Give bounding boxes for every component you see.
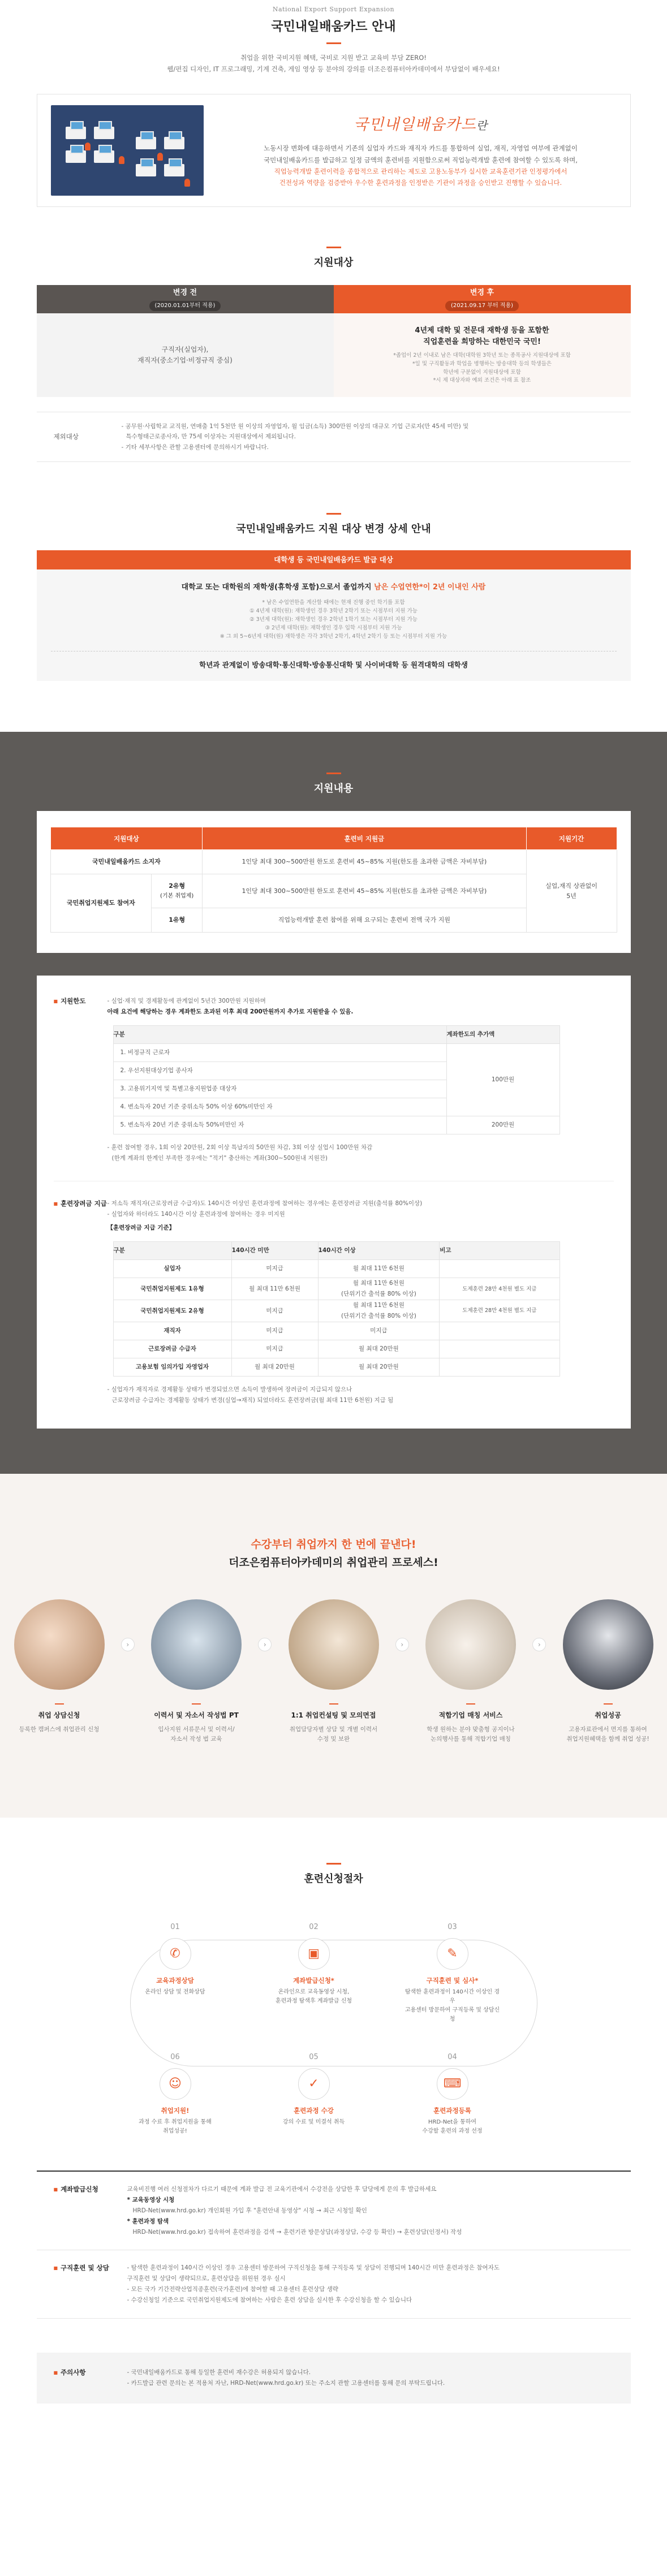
job-step xyxy=(8,1599,110,1734)
before-body-line: 구직자(실업자), xyxy=(161,345,209,353)
table-row: 국민내일배움카드 소지자 1인당 최대 300~500만원 한도로 훈련비 45~85% 지원(한도를 초과한 금액은 자비부담) 실업,재직 상관없이 5년 xyxy=(50,850,617,874)
job-program-section xyxy=(0,1474,667,1818)
job-step xyxy=(420,1599,522,1744)
info-row xyxy=(37,2250,631,2319)
step-desc: 등록한 캠퍼스에 취업관리 신청 xyxy=(19,1725,100,1733)
change-section xyxy=(0,513,667,681)
hero-desc-line: 취업을 위한 국비지원 혜택, 국비로 지원 받고 교육비 부담 ZERO! xyxy=(240,53,427,62)
step-desc: 과정 수료 후 취업지원을 통해 취업성공! xyxy=(139,2119,212,2135)
title-accent-bar xyxy=(326,42,341,44)
table-row: 3. 고용위기지역 및 특별고용지원업종 대상자 xyxy=(113,1080,560,1098)
training-label: ■ 훈련장려금 지급 xyxy=(54,1198,107,1406)
procedure-diagram xyxy=(79,1922,588,2171)
procedure-section xyxy=(0,1818,667,2449)
procedure-step xyxy=(127,2052,223,2136)
target-section xyxy=(0,247,667,462)
table-row: 재직자 미지급 미지급 xyxy=(113,1322,560,1340)
step-number: 06 xyxy=(170,2053,180,2062)
procedure-step xyxy=(266,1922,362,2006)
step-title: 훈련과정 수강 xyxy=(294,2106,334,2115)
info-label: ■ 구직훈련 및 상담 xyxy=(37,2263,127,2306)
step-desc: 온라인으로 교육동영상 시청, 훈련과정 탐색후 계좌발급 신청 xyxy=(275,1989,352,2005)
step-number: 04 xyxy=(447,2053,457,2062)
step-desc: 탐색한 훈련과정이 140시간 이상인 경우 고용센터 방문하여 구직등록 및 상담신청 xyxy=(404,1989,500,2023)
table-row: 5. 변소득자 20년 기준 중위소득 50%미만인 자 200만원 xyxy=(113,1116,560,1134)
exception-text: - 공무원·사립학교 교직원, 연매출 1억 5천만 원 이상의 자영업자, 월 임금(소득) 300만원 이상의 대규모 기업 근로자(만 45세 미만) 및 특수형태근로종사자, 만 75세 이상자는 지원대상에서 제외됩니다. - 기타 세부사항은 관할 고용센터에 문의하시기 바랍니다. xyxy=(121,422,469,451)
change-orange-bar: 대학생 등 국민내일배움카드 발급 대상 xyxy=(37,550,631,569)
step-name: 1:1 취업컨설팅 및 모의면접 xyxy=(283,1703,385,1721)
next-arrow-icon: › xyxy=(532,1638,546,1651)
table-row: 1유형 직업능력개발 훈련 참여를 위해 요구되는 훈련비 전액 국가 지원 xyxy=(50,908,617,933)
notice-label: ■ 주의사항 xyxy=(37,2367,127,2389)
after-head-line: 4년제 대학 및 전문대 재학생 등을 포함한 xyxy=(415,326,549,335)
section-accent-bar xyxy=(326,1863,341,1865)
limit-block: ■ 지원한도 - 실업·재직 및 경제활동에 관계없이 5년간 300만원 지원하며 아래 요건에 해당하는 경우 계좌한도 초과된 이후 최대 200만원까지 추가로 지원받을 수 있음. 구분 계좌한도의 추가액 1. 비정규직 근로자 100만원 2. 우선지원대상기업 종사자 3. 고용위기지역 및 특별고용지원업종 대상자 4. 변소득자 20년 기준 중위소득 50% 이상 60%미만인 자 5. 변소득자 20년 기준 중위소득 50%미만인 자 200만원 - 훈련 참여할 경우, 1회 이상 20만원, 2회 이상 특납자의 50만원 차감, 3회 이상 실업시 100만원 차감 (한계 계좌의 한계인 부족한 경우에는 "적기" 충산하는 계좌(300~500원내 지원잔) xyxy=(54,996,614,1164)
notice-box: ■ 주의사항 - 국민내일배움카드로 통해 등일한 훈련비 재수강은 허용되지 않습니다. - 카드발급 관련 문의는 본 적용처 자난, HRD-Net(www.hrd.go.kr) 또는 주소지 관할 고용센터를 통해 문의 부탁드립니다. xyxy=(37,2353,631,2404)
office-illustration xyxy=(51,105,204,196)
job-steps xyxy=(8,1599,659,1744)
step-photo xyxy=(563,1599,653,1690)
step-number: 02 xyxy=(309,1923,319,1932)
card-info-box xyxy=(37,94,631,207)
step-desc: 취업담당자별 상담 및 개별 이력서 수정 및 보완 xyxy=(289,1725,378,1742)
after-column xyxy=(334,285,631,397)
table-row: 국민취업지원제도 2유형 미지급 월 최대 11만 6천원 (단위기간 출석률 80% 이상) 도제훈련 28만 4천원 별도 지급 xyxy=(113,1300,560,1322)
card-title: 국민내일배움카드란 xyxy=(354,116,488,134)
card-paragraph: 노동시장 변화에 대응하면서 기존의 실업자 카드와 재직자 카드를 통합하여 실업, 재직, 자영업 여부에 관계없이 국민내일배움카드를 발급하고 일정 금액의 훈련비를 지원함으로써 직업능력개발 훈련에 참여할 수 있도록 하며, 직업능력개발 훈련이력을 종합적으로 관리하는 제도로 고용노동부가 실시한 교육훈련기관 인정평가에서 건전성과 역량을 검증받아 우수한 훈련과정을 인정받은 기관이 과정을 승인받고 진행할 수 있습니다. xyxy=(264,144,578,187)
step-photo xyxy=(425,1599,516,1690)
info-label: ■ 계좌발급신청 xyxy=(37,2184,127,2237)
before-label: 변경 전 xyxy=(173,288,197,297)
procedure-title: 훈련신청절차 xyxy=(304,1873,363,1885)
before-column xyxy=(37,285,334,397)
table-row: 4. 변소득자 20년 기준 중위소득 50% 이상 60%미만인 자 xyxy=(113,1098,560,1116)
step-desc: 강의 수료 및 미결석 취득 xyxy=(282,2119,345,2126)
limit-table: 구분 계좌한도의 추가액 1. 비정규직 근로자 100만원 2. 우선지원대상기업 종사자 3. 고용위기지역 및 특별고용지원업종 대상자 4. 변소득자 20년 기준 중위소득 50% 이상 60%미만인 자 5. 변소득자 20년 기준 중위소득 50%미만인 자 200만원 xyxy=(113,1025,560,1134)
th-amount: 훈련비 지원금 xyxy=(203,827,526,850)
step-desc: 학생 원하는 분야 맞춤형 공지이나 논의행사를 통해 적합기업 매칭 xyxy=(427,1725,515,1742)
table-row: 근로장려금 수급자 미지급 월 최대 20만원 xyxy=(113,1340,560,1358)
step-name: 취업성공 xyxy=(557,1703,659,1721)
procedure-step xyxy=(404,1922,501,2024)
check-icon: ✓ xyxy=(298,2068,330,2100)
table-row: 국민취업지원제도 참여자 2유형 (기본 취업제) 1인당 최대 300~500만원 한도로 훈련비 45~85% 지원(한도를 초과한 금액은 자비부담) xyxy=(50,874,617,908)
support-detail-box xyxy=(37,976,631,1429)
page-title: 국민내일배움카드 안내 xyxy=(271,19,396,34)
after-date: (2021.09.17 부터 적용) xyxy=(445,301,519,311)
target-title: 지원대상 xyxy=(313,257,354,269)
job-headline: 수강부터 취업까지 한 번에 끝낸다! xyxy=(251,1538,416,1551)
pencil-icon: ✎ xyxy=(437,1938,468,1970)
after-label: 변경 후 xyxy=(470,288,494,297)
procedure-step xyxy=(127,1922,223,1997)
step-number: 05 xyxy=(309,2053,319,2062)
hero-section xyxy=(0,0,667,207)
step-desc: 고용자료관에서 면지를 통하여 취업지원혜택을 함께 취업 성공! xyxy=(566,1725,649,1742)
exception-box xyxy=(37,412,631,462)
table-row: 고용보험 임의가입 자영업자 월 최대 20만원 월 최대 20만원 xyxy=(113,1358,560,1376)
step-title: 취업지원! xyxy=(161,2106,190,2115)
contents-section xyxy=(0,732,667,1473)
step-desc: HRD-Net을 통하여 수강할 훈련의 과정 선정 xyxy=(422,2119,483,2135)
after-notes: *졸업이 2년 이내로 남은 대학(대학원 3학년 또는 종목공사 지원대상에 포함 *일 및 구직활동과 학업을 병행하는 방송대학 등의 학생들은 학년에 구분없이 지원대상에 포함 *시 제 대상자와 예외 조건은 아래 표 참조 xyxy=(393,352,571,384)
smile-icon: ☺ xyxy=(160,2068,191,2100)
step-desc: 온라인 상담 및 전화상담 xyxy=(145,1989,205,1996)
step-name: 이력서 및 자소서 작성법 PT xyxy=(145,1703,247,1721)
step-title: 구직훈련 및 심사* xyxy=(426,1976,479,1984)
phone-icon: ✆ xyxy=(160,1938,191,1970)
info-text: 교육비진행 여러 신청절차가 다르기 때문에 계좌 발급 전 교육기관에서 수강전을 상담한 후 담당에게 문의 후 발급하세요 * 교육동영상 시청 HRD-Net(www.hrd.go.kr) 개인회원 가입 후 "훈련안내 동영상" 시청 → 최근 시청일 확인 * 훈련과정 탐색 HRD-Net(www.hrd.go.kr) 접속하여 훈련과정을 검색 → 훈련기관 방문상담(과정상담, 수강 등 확인) → 훈련상담(인정서) 작성 xyxy=(127,2186,462,2236)
th-period: 지원기간 xyxy=(526,827,617,850)
table-row: 실업자 미지급 월 최대 11만 6천원 xyxy=(113,1260,560,1278)
step-desc: 입사지원 서류문서 및 이력서/ 자소서 작성 법 교육 xyxy=(158,1725,235,1742)
change-foot: 학년과 관계없이 방송대학·통신대학·방송통신대학 및 사이버대학 등 원격대학의 대학생 xyxy=(199,661,468,670)
contents-title: 지원내용 xyxy=(313,783,354,795)
hero-description xyxy=(0,52,667,75)
step-name: 취업 상담신청 xyxy=(8,1703,110,1721)
exception-label: 제외대상 xyxy=(53,433,79,441)
info-text: - 탐색한 훈련과정이 140시간 이상인 경우 고용센터 방문하여 구직신청을 통해 구직등록 및 상담이 진행되며 140시간 미만 훈련과정은 참여자도 구직훈련 및 상담이 생략되므로, 훈련상담을 위원원 경우 실시 - 모든 국가 기간전략산업직종훈련(국가훈련)에 참여할 때 고용센터 훈련상담 생략 - 수강신청일 기준으로 국민취업지원제도에 참여하는 사람은 훈련 상담을 실시한 후 수강신청을 할 수 있습니다 xyxy=(127,2264,500,2304)
step-number: 01 xyxy=(170,1923,180,1932)
step-title: 훈련과정등록 xyxy=(433,2106,471,2115)
procedure-step xyxy=(266,2052,362,2127)
after-head-line: 직업훈련을 희망하는 대한민국 국민! xyxy=(423,338,541,347)
card-icon: ▣ xyxy=(298,1938,330,1970)
target-compare xyxy=(37,285,631,397)
step-number: 03 xyxy=(447,1923,457,1932)
change-head: 대학교 또는 대학원의 재학생(휴학생 포함)으로서 졸업까지 남은 수업연한*이 2년 이내인 사람 xyxy=(181,582,486,592)
job-step xyxy=(557,1599,659,1744)
before-body-line: 재직자(중소기업·비정규직 중심) xyxy=(137,356,233,364)
job-step xyxy=(283,1599,385,1744)
step-photo xyxy=(151,1599,242,1690)
job-subheadline: 더조은컴퓨터아카데미의 취업관리 프로세스! xyxy=(229,1556,438,1569)
hero-desc-line: 웹/편집 디자인, IT 프로그래밍, 기계 건축, 게임 영상 등 분야의 강의를 더조은컴퓨터아카데미에서 부담없이 배우세요! xyxy=(167,64,500,73)
change-detail-box xyxy=(37,569,631,681)
english-subtitle: National Export Support Expansion xyxy=(272,6,395,13)
step-photo xyxy=(14,1599,105,1690)
contents-table-box xyxy=(37,811,631,953)
training-table: 구분 140시간 미만 140시간 이상 비고 실업자 미지급 월 최대 11만 6천원 국민취업지원제도 1유형 월 최대 11만 6천원 월 최대 11만 6천원 (단위기간 출석률 80% 이상) 도제훈련 28만 4천원 별도 지급 국민취업지원제도 2유형 미지급 월 최대 11만 6천원 (단위기간 출석률 80% 이상) 도제훈련 28만 4천원 별도 지급 재직자 미지급 미지급 근로장려금 수급자 미지급 월 최대 20만원 고용보험 임의가입 자영업자 월 최대 20만원 월 최대 20만원 xyxy=(113,1241,560,1377)
table-row: 1. 비정규직 근로자 100만원 xyxy=(113,1043,560,1062)
section-accent-bar xyxy=(326,247,341,248)
table-row: 국민취업지원제도 1유형 월 최대 11만 6천원 월 최대 11만 6천원 (단위기간 출석률 80% 이상) 도제훈련 28만 4천원 별도 지급 xyxy=(113,1278,560,1300)
change-title: 국민내일배움카드 지원 대상 변경 상세 안내 xyxy=(236,523,431,535)
next-arrow-icon: › xyxy=(258,1638,272,1651)
procedure-step xyxy=(404,2052,501,2136)
section-accent-bar xyxy=(326,773,341,774)
keyboard-icon: ⌨ xyxy=(437,2068,468,2100)
section-accent-bar xyxy=(326,513,341,515)
procedure-info xyxy=(37,2171,631,2319)
step-photo xyxy=(289,1599,379,1690)
next-arrow-icon: › xyxy=(395,1638,409,1651)
table-row: 2. 우선지원대상기업 종사자 xyxy=(113,1062,560,1080)
period-cell: 실업,재직 상관없이 5년 xyxy=(526,850,617,933)
training-allowance-block: ■ 훈련장려금 지급 - 저소득 재직자(근로장려금 수급자)도 140시간 이상인 훈련과정에 참여하는 경우에는 훈련장려금 지원(출석률 80%이상) - 실업자와 하더라도 140시간 이상 훈련과정에 참여하는 경우 미지원 【훈련장려금 지급 기준】 구분 140시간 미만 140시간 이상 비고 실업자 미지급 월 최대 11만 6천원 국민취업지원제도 1유형 월 최대 11만 6천원 월 최대 11만 6천원 (단위기간 출석률 80% 이상) 도제훈련 28만 4천원 별도 지급 국민취업지원제도 2유형 미지급 월 최대 11만 6천원 (단위기간 출석률 80% 이상) 도제훈련 28만 4천원 별도 지급 재직자 미지급 미지급 근로장려금 수급자 미지급 월 최대 20만원 고용보험 임의가입 자영업자 월 최대 20만원 월 최대 20만원 - 실업자가 재직자로 경제활동 상태가 변경되었으면 소득이 발생하여 장려금이 지급되지 않으나 근로장려금 수급자는 경제활동 상태가 변경(실업→재직) 되었더라도 훈련장려금(월 최대 11만 6천원) 지급 됨 xyxy=(54,1181,614,1406)
step-name: 적합기업 매칭 서비스 xyxy=(420,1703,522,1721)
next-arrow-icon: › xyxy=(121,1638,135,1651)
card-description xyxy=(204,113,617,188)
job-step xyxy=(145,1599,247,1744)
step-title: 교육과정상담 xyxy=(156,1976,194,1984)
th-target: 지원대상 xyxy=(50,827,203,850)
change-notes: * 남은 수업연한을 계산할 때에는 현재 진행 중인 학기를 포함 ① 4년제 대학(원): 재학생인 경우 3학년 2학기 또는 시점부터 지원 가능 ② 3년제 대학(원): 재학생인 경우 2학년 1학기 또는 시점부터 지원 가능 ③ 2년제 대학(원): 재학생인 경우 입학 시점부터 지원 가능 ※ 그 외 5~6년제 대학(원) 재학생은 각각 3학년 2학기, 4학년 2학기 등 또는 시점부터 지원 가능 xyxy=(220,599,447,640)
limit-label: ■ 지원한도 xyxy=(54,996,107,1164)
contents-table xyxy=(50,827,617,933)
before-date: (2020.01.01부터 적용) xyxy=(149,301,221,311)
step-title: 계좌발급신청* xyxy=(293,1976,334,1984)
info-row xyxy=(37,2172,631,2250)
